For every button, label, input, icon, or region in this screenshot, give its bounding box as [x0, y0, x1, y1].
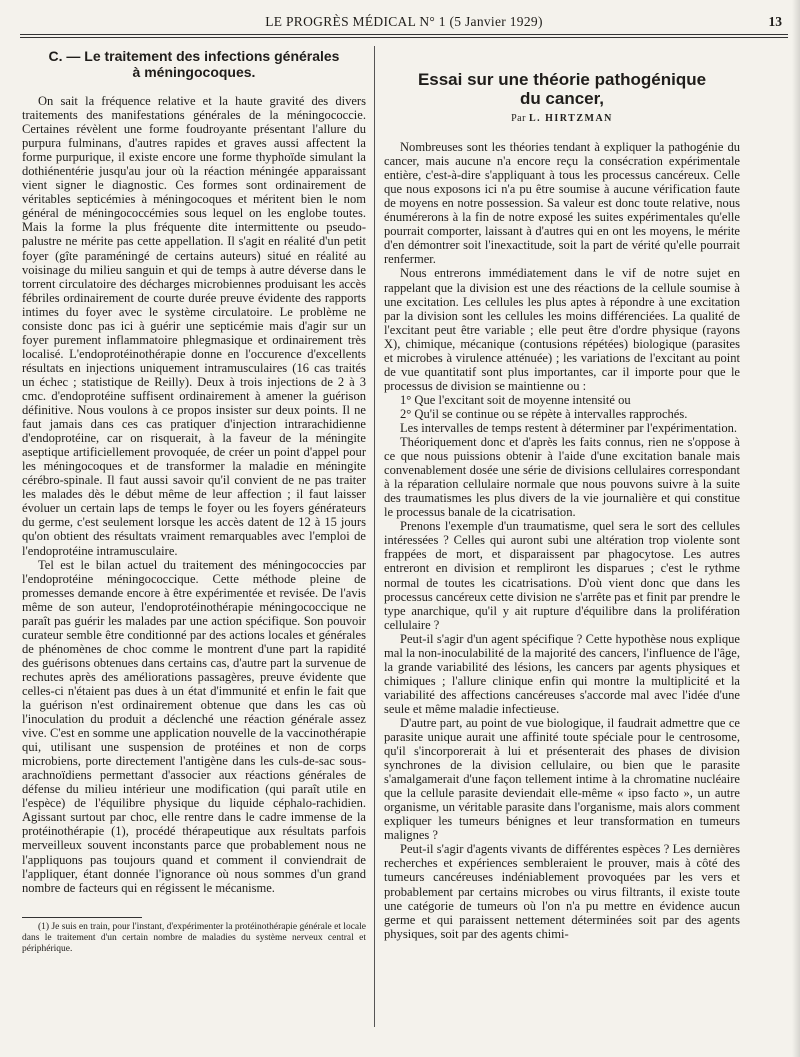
right-paragraph: 2° Qu'il se continue ou se répète à intervalles rapprochés.: [400, 406, 688, 421]
right-paragraph: Nous entrerons immédiatement dans le vif de notre sujet en rappelant que la division est une des réactions de la cellule soumise à une excitation. Les cellules les plus aptes à répondre à une excitation par la division sont les cellules les moins différenciées. La qualité de l'excitant peut être variable ; elle peut être d'ordre physique (rayons X), chimique, mécanique (contusions répétées) biologique (parasites et microbes à virulence atténuée) ; les variations de l'excitant au point de vue quantitatif sont plus importantes, car il importe pour que le processus de division se maintienne ou :: [384, 266, 740, 393]
left-paragraph: On sait la fréquence relative et la haute gravité des divers traitements des manifestations générales de la méningococcie. Certaines révèlent une forme foudroyante présentant l'allure du purpura fulminans, d'autres rapides et graves aussi affectent la forme purpurique, il existe encore une forme thyphoïde simulant la dothiénentérie jusqu'au jour où la réaction méningée apparaissant vient signer le diagnostic. Ces formes sont ordinairement de véritables septicémies à méningocoques et méritent bien le nom général de méningococcémies sous lequel on les englobe toutes. Mais la forme la plus fréquente dite intermittente ou pseudo-palustre ne mérite pas cette appellation. Il s'agit en réalité d'un petit foyer (gîte paraméningé de certains auteurs) situé en réalité au voisinage du milieu sanguin et qui de temps à autre déverse dans le torrent circulatoire des décharges microbiennes produisant les accès fébriles ordinairement de courte durée preuve évidente des rapports intimes du foyer avec le système circulatoire. Le problème ne consiste donc pas ici à guérir une septicémie mais d'agir sur un foyer purement inflammatoire phlegmasique et ordinairement très localisé. L'endoprotéinothérapie donne en l'occurence d'excellents résultats en injections uniquement intramusculaires (16 cas traités un échec ; statistique de Reilly). Deux à trois injections de 2 à 3 cmc. d'endoprotéine suffisent ordinairement à amener la guérison définitive. Nous voulons à ce propos insister sur deux points. Il ne faut jamais dans ces cas pratiquer d'injection intrarachidienne d'endoprotéine, car on risquerait, à la faveur de la méningite aseptique artificiellement provoquée, de créer un point d'appel pour les méningocoques et de transformer la maladie en méningite cérébro-spinale. Il faut aussi savoir qu'il convient de ne pas traiter les malades dès le début même de leur affection ; il faut laisser évoluer un certain laps de temps le foyer ou les foyers générateurs du germe, c'est seulement lorsque les accès datent de 12 à 15 jours qu'on obtient des résultats vraiment remarquables avec l'emploi de l'endoprotéine intramusculaire.: [22, 94, 366, 558]
author-name: L. HIRTZMAN: [528, 113, 613, 124]
section-heading: [22, 48, 366, 80]
right-paragraph: Théoriquement donc et d'après les faits connus, rien ne s'oppose à ce que nous puissions obtenir à l'aide d'une excitation banale mais convenablement dosée une série de divisions cellulaires correspondant à la réparation cellulaire normale que nous pouvons suivre à la suite des traumatismes les plus divers de la vie journalière et qui constitue le processus banale de la cicatrisation.: [384, 435, 740, 520]
left-column: [22, 48, 366, 1045]
footnote: (1) Je suis en train, pour l'instant, d'expérimenter la protéinothérapie générale et locale dans le traitement d'un certain nombre de maladies du système nerveux central et périphérique.: [22, 921, 366, 954]
article-title: [384, 70, 740, 108]
byline: [384, 112, 740, 126]
right-paragraph: D'autre part, au point de vue biologique, il faudrait admettre que ce parasite unique aurait une affinité toute spéciale pour le centrosome, qu'il s'incorporerait à lui et présenterait des phases de division synchrones de la division cellulaire, ou bien que le parasite s'amalgamerait d'une façon tellement intime à la chromatine nucléaire que la cellule parasite deviendait elle-même « ipso facto », un autre organisme, un véritable parasite dans l'organisme, mais alors comment expliquer les tumeurs bénignes et leur transformation en tumeurs malignes ?: [384, 715, 740, 843]
article-title-line1: Essai sur une théorie pathogénique: [417, 70, 707, 89]
journal-title: LE PROGRÈS MÉDICAL N° 1 (5 Janvier 1929): [265, 14, 543, 29]
right-paragraph: Nombreuses sont les théories tendant à expliquer la pathogénie du cancer, mais aucune n'a encore reçu la consécration expérimentale entière, c'est-à-dire s'appliquant à tous les processus cancéreux. Celle que nous exposons ici n'a pu être soumise à aucune vérification faute de moyens en notre possession. Sa valeur est donc toute relative, nous énumérerons à la fin de notre exposé les suites expérimentales qu'elle pourrait comporter, laissant à d'autres qui en ont les moyens, le mérite d'en démontrer soit l'inexactitude, soit la part de vérité qu'elle pourrait renfermer.: [384, 140, 740, 267]
right-paragraph: Peut-il s'agir d'un agent spécifique ? Cette hypothèse nous explique mal la non-inoculabilité de la majorité des cancers, l'influence de l'âge, la grande variabilité des lésions, les cancers par agents physiques et chimiques ; l'allure clinique enfin qui montre la multiplicité et la variabilité des affections cancéreuses s'accorde mal avec l'idée d'une seule et même maladie infectieuse.: [384, 631, 740, 716]
byline-prefix: Par: [511, 113, 526, 124]
right-paragraph: 1° Que l'excitant soit de moyenne intensité ou: [400, 392, 631, 407]
column-divider: [374, 46, 375, 1027]
left-paragraph: Tel est le bilan actuel du traitement des méningococcies par l'endoprotéine méningococcique. Cette méthode pleine de promesses demande encore à être expérimentée et revisée. De l'avis même de son auteur, l'endoprotéinothérapie méningococcique ne paraît pas guérir les malades par une action spécifique. Son pouvoir curateur semble être conditionné par des actions locales et générales de phénomènes de choc comme le montrent d'une part la rapidité des guérisons obtenues dans certains cas, d'autre part la survenue de rechutes après des améliorations passagères, preuve évidente que celles-ci n'étaient pas dues à un état d'immunité et enfin le fait que la guérison n'est ordinairement obtenue que dans les cas où l'inoculation du produit a déclenché une réaction générale assez vive. C'est en somme une application nouvelle de la vaccinothérapie qui, utilisant une suspension de protéines et non de corps microbiens, porte directement l'antigène dans les culs-de-sac sous-arachnoïdiens permettant d'associer aux réactions générales de défense du milieu intérieur une modification (qui paraît utile en l'espèce) de l'équilibre physique du liquide céphalo-rachidien. Agissant surtout par choc, elle rentre dans le cadre immense de la protéinothérapie (1), procédé thérapeutique aux résultats parfois merveilleux souvent inconstants parce que probablement nous ne l'appliquons pas toujours quand et comment il conviendrait de l'appliquer, étant donnée l'ignorance où nous sommes d'un grand nombre de facteurs qui en régissent le mécanisme.: [22, 557, 366, 895]
page-number: 13: [768, 14, 782, 29]
section-heading-line2: à méningocoques.: [132, 64, 256, 80]
right-column: [384, 48, 740, 1045]
header-rule: [20, 37, 788, 38]
right-paragraph: Les intervalles de temps restent à déterminer par l'expérimentation.: [400, 420, 738, 435]
right-paragraph: Peut-il s'agir d'agents vivants de différentes espèces ? Les dernières recherches et expériences sembleraient le prouver, mais à côté des tumeurs cancéreuses indéniablement provoquées par les vers et probablement par certains microbes ou virus filtrants, il existe toute une catégorie de tumeurs où l'on n'a pu mettre en évidence aucun germe et qui paraissent nettement déterminées soit par des agents physiques, soit par des agents chimi-: [384, 842, 740, 941]
right-paragraph: Prenons l'exemple d'un traumatisme, quel sera le sort des cellules intéressées ? Celles qui auront subi une altération trop violente sont frappées de mort, et disparaissent par phagocytose. Les autres entreront en division et rempliront les disparues ; c'est le rythme normal de toutes les cicatrisations. D'où vient donc que dans les processus cancéreux cette division ne s'arrête pas et finit par prendre le type anarchique, qu'il y ait rupture d'équilibre dans la prolifération cellulaire ?: [384, 519, 740, 632]
scan-edge-shadow: [792, 0, 800, 1057]
article-title-line2: du cancer,: [519, 89, 605, 108]
running-header: [20, 12, 788, 35]
footnote-rule: [22, 917, 142, 918]
section-heading-line1: C. — Le traitement des infections générales: [48, 48, 340, 64]
